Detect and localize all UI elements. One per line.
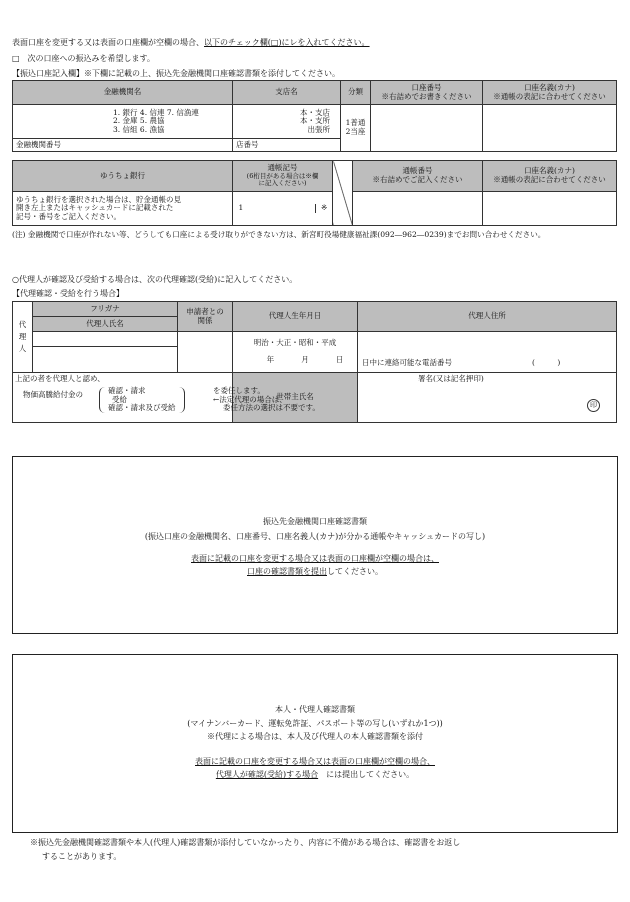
account-number-header: 口座番号 ※右詰めでお書きください: [371, 81, 483, 105]
agent-side-label: 代 理 人: [13, 302, 33, 373]
household-head-label: 世帯主氏名: [233, 373, 358, 423]
transfer-checkbox-line[interactable]: □ 次の口座への振込みを希望します。: [12, 54, 155, 63]
box2-title: 本人・代理人確認書類: [275, 705, 355, 714]
address-field[interactable]: 日中に連絡可能な電話番号 ( ): [358, 332, 617, 373]
furigana-field[interactable]: [33, 332, 178, 347]
bank-section-heading: 【振込口座記入欄】※下欄に記載の上、振込先金融機関口座確認書類を添付してください。: [12, 69, 340, 78]
account-number-field[interactable]: [371, 105, 483, 152]
identity-document-attachment-box[interactable]: [12, 654, 618, 833]
bank-name-field[interactable]: 1. 銀行 4. 信連 7. 信漁連 2. 金庫 5. 農協 3. 信組 6. 漁協: [13, 105, 233, 139]
yucho-number-field[interactable]: [353, 192, 483, 226]
benefit-options[interactable]: 確認・請求 受給 確認・請求及び受給: [99, 387, 185, 413]
box1-submit: 口座の確認書類を提出してください。: [247, 567, 383, 576]
account-type-field[interactable]: 1普通 2当座: [341, 105, 371, 152]
furigana-header: フリガナ: [33, 302, 178, 317]
address-header: 代理人住所: [358, 302, 617, 332]
branch-code-field[interactable]: 店番号: [233, 139, 341, 152]
yucho-symbol-field[interactable]: 1 ※: [233, 192, 333, 226]
birth-field[interactable]: 明治・大正・昭和・平成 年 月 日: [233, 332, 358, 373]
footer-note-2: することがあります。: [42, 852, 122, 861]
branch-name-header: 支店名: [233, 81, 341, 105]
type-header: 分類: [341, 81, 371, 105]
box2-submit: 代理人が確認(受給)する場合 には提出してください。: [215, 770, 415, 779]
seal-mark: 印: [587, 399, 600, 412]
box1-description: (振込口座の金融機関名、口座番号、口座名義人(カナ)が分かる通帳やキャッシュカードの写し): [144, 532, 486, 541]
yucho-symbol-header: 通帳記号 (6桁目がある場合は※欄 に記入ください): [233, 161, 333, 192]
branch-name-field[interactable]: 本・支店 本・支所 出張所: [233, 105, 341, 139]
bank-document-attachment-box[interactable]: [12, 456, 618, 634]
box2-note: ※代理による場合は、本人及び代理人の本人確認書類を添付: [207, 732, 423, 741]
yucho-number-header: 通帳番号 ※右詰めでご記入ください: [353, 161, 483, 192]
agent-name-header: 代理人氏名: [33, 317, 178, 332]
yucho-account-table: [12, 160, 617, 226]
delegation-cell: 上記の者を代理人と認め、 物価高騰給付金の 確認・請求 受給 確認・請求及び受給 を委任します。 ←法定代理の場合は、 委任方法の選択は不要です。: [13, 373, 233, 423]
agent-table: [12, 301, 617, 423]
box2-description: (マイナンバーカード、運転免許証、パスポート等の写し(いずれか1つ)): [187, 719, 443, 728]
box2-underlined: 表面に記載の口座を変更する場合又は表面の口座欄が空欄の場合、: [195, 757, 435, 766]
bank-account-table: [12, 80, 617, 152]
agent-heading: 【代理確認・受給を行う場合】: [12, 289, 124, 298]
slash-divider: [333, 161, 353, 226]
yucho-holder-header: 口座名義(カナ) ※通帳の表記に合わせてください: [483, 161, 617, 192]
box1-underlined: 表面に記載の口座を変更する場合又は表面の口座欄が空欄の場合は、: [191, 554, 439, 563]
account-holder-header: 口座名義(カナ) ※通帳の表記に合わせてください: [483, 81, 617, 105]
birth-header: 代理人生年月日: [233, 302, 358, 332]
bank-name-header: 金融機関名: [13, 81, 233, 105]
relation-field[interactable]: [178, 332, 233, 373]
account-holder-field[interactable]: [483, 105, 617, 152]
footer-note-1: ※振込先金融機関確認書類や本人(代理人)確認書類が添付していなかったり、内容に不備がある場合は、確認書をお返し: [30, 838, 461, 847]
yucho-header: ゆうちょ銀行: [13, 161, 233, 192]
agent-intro: ○代理人が確認及び受給する場合は、次の代理確認(受給)に記入してください。: [12, 275, 298, 284]
yucho-holder-field[interactable]: [483, 192, 617, 226]
household-head-field[interactable]: 署名(又は記名押印) 印: [358, 373, 617, 423]
box1-title: 振込先金融機関口座確認書類: [263, 517, 367, 526]
inquiry-note: (注) 金融機関で口座が作れない等、どうしても口座による受け取りができない方は、新宮町役場健康福祉課(092―962―0239)までお問い合わせください。: [12, 230, 546, 239]
relation-header: 申請者との 関係: [178, 302, 233, 332]
intro-line-1: 表面口座を変更する又は表面の口座欄が空欄の場合、以下のチェック欄(□)にレを入れてください。: [12, 38, 370, 47]
bank-code-field[interactable]: 金融機関番号: [13, 139, 233, 152]
yucho-description: ゆうちょ銀行を選択された場合は、貯金通帳の見 開き左上またはキャッシュカードに記載された 記号・番号をご記入ください。: [13, 192, 233, 226]
agent-name-field[interactable]: [33, 347, 178, 373]
